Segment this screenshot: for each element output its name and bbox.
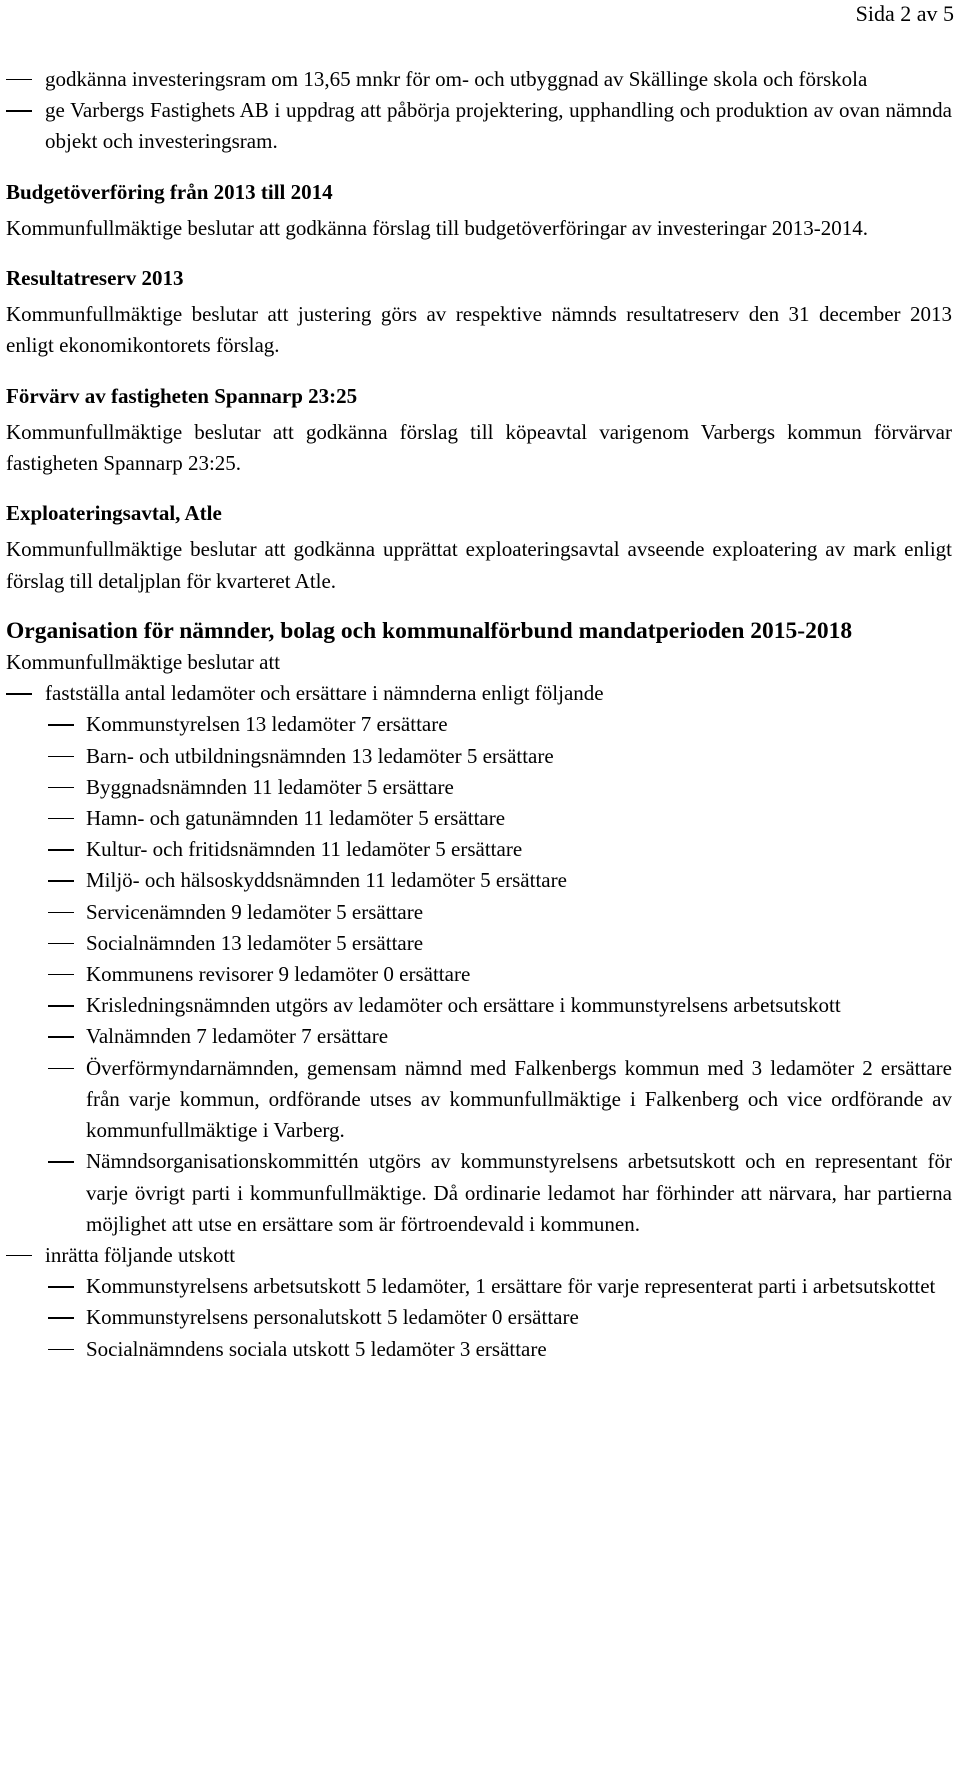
list-item: Överförmyndarnämnden, gemensam nämnd med Falkenbergs kommun med 3 ledamöter 2 ersättare från varje kommun, ordförande utses av kommunfullmäktige i Falkenberg och vice ordförande av kommunfullmäktige i Varberg. xyxy=(6,1053,952,1147)
section-body: Kommunfullmäktige beslutar att godkänna förslag till budgetöverföringar av investeringar 2013-2014. xyxy=(6,215,868,240)
subcommittee-list xyxy=(6,1271,952,1365)
list-item: Barn- och utbildningsnämnden 13 ledamöter 5 ersättare xyxy=(6,741,952,772)
list-item: Servicenämnden 9 ledamöter 5 ersättare xyxy=(6,897,952,928)
section-heading: Exploateringsavtal, Atle xyxy=(6,501,222,526)
list-item xyxy=(6,1240,952,1271)
list-item: ge Varbergs Fastighets AB i uppdrag att påbörja projektering, upphandling och produktion av ovan nämnda objekt och investeringsram. xyxy=(6,95,952,157)
decision-list xyxy=(6,64,952,158)
list-item: Valnämnden 7 ledamöter 7 ersättare xyxy=(6,1021,952,1052)
section-body: Kommunfullmäktige beslutar att godkänna upprättat exploateringsavtal avseende exploatering av mark enligt förslag till detaljplan för kvarteret Atle. xyxy=(6,537,952,593)
section-heading: Resultatreserv 2013 xyxy=(6,266,184,291)
document-body xyxy=(6,64,952,1365)
section-heading: Förvärv av fastigheten Spannarp 23:25 xyxy=(6,383,358,408)
section-heading: Budgetöverföring från 2013 till 2014 xyxy=(6,179,333,204)
list-item: Byggnadsnämnden 11 ledamöter 5 ersättare xyxy=(6,772,952,803)
list-item: godkänna investeringsram om 13,65 mnkr för om- och utbyggnad av Skällinge skola och förskola xyxy=(6,64,952,95)
list-item: Kommunstyrelsens arbetsutskott 5 ledamöter, 1 ersättare för varje representerat parti i arbetsutskottet xyxy=(6,1271,952,1302)
section-body: Kommunfullmäktige beslutar att godkänna förslag till köpeavtal varigenom Varbergs kommun förvärvar fastigheten Spannarp 23:25. xyxy=(6,419,952,476)
list-item: Krisledningsnämnden utgörs av ledamöter och ersättare i kommunstyrelsens arbetsutskott xyxy=(6,990,952,1021)
list-item: Kommunens revisorer 9 ledamöter 0 ersättare xyxy=(6,959,952,990)
page-number: Sida 2 av 5 xyxy=(855,1,954,26)
organisation-list xyxy=(6,1240,952,1271)
list-item xyxy=(6,678,952,709)
organisation-intro: Kommunfullmäktige beslutar att xyxy=(6,650,281,675)
list-item: Socialnämnden 13 ledamöter 5 ersättare xyxy=(6,928,952,959)
section-body: Kommunfullmäktige beslutar att justering görs av respektive nämnds resultatreserv den 31 december 2013 enligt ekonomikontorets förslag. xyxy=(6,302,952,358)
list-item: Hamn- och gatunämnden 11 ledamöter 5 ersättare xyxy=(6,803,952,834)
list-item: Nämndsorganisationskommittén utgörs av kommunstyrelsens arbetsutskott och en representant för varje övrigt parti i kommunfullmäktige. Då ordinarie ledamot har förhinder att närvara, har partierna möjlighet att utse en ersättare som är förtroendevald i kommunen. xyxy=(6,1146,952,1240)
list-item: Socialnämndens sociala utskott 5 ledamöter 3 ersättare xyxy=(6,1334,952,1365)
list-item: Kommunstyrelsens personalutskott 5 ledamöter 0 ersättare xyxy=(6,1302,952,1333)
committee-list xyxy=(6,709,952,1239)
organisation-heading: Organisation för nämnder, bolag och kommunalförbund mandatperioden 2015-2018 xyxy=(6,617,853,644)
list-item: Kultur- och fritidsnämnden 11 ledamöter 5 ersättare xyxy=(6,834,952,865)
list-item: Kommunstyrelsen 13 ledamöter 7 ersättare xyxy=(6,709,952,740)
organisation-list xyxy=(6,678,952,709)
list-item: Miljö- och hälsoskyddsnämnden 11 ledamöter 5 ersättare xyxy=(6,865,952,896)
list-item-label: inrätta följande utskott xyxy=(45,1242,236,1267)
list-item-label: fastställa antal ledamöter och ersättare i nämnderna enligt följande xyxy=(45,681,604,706)
